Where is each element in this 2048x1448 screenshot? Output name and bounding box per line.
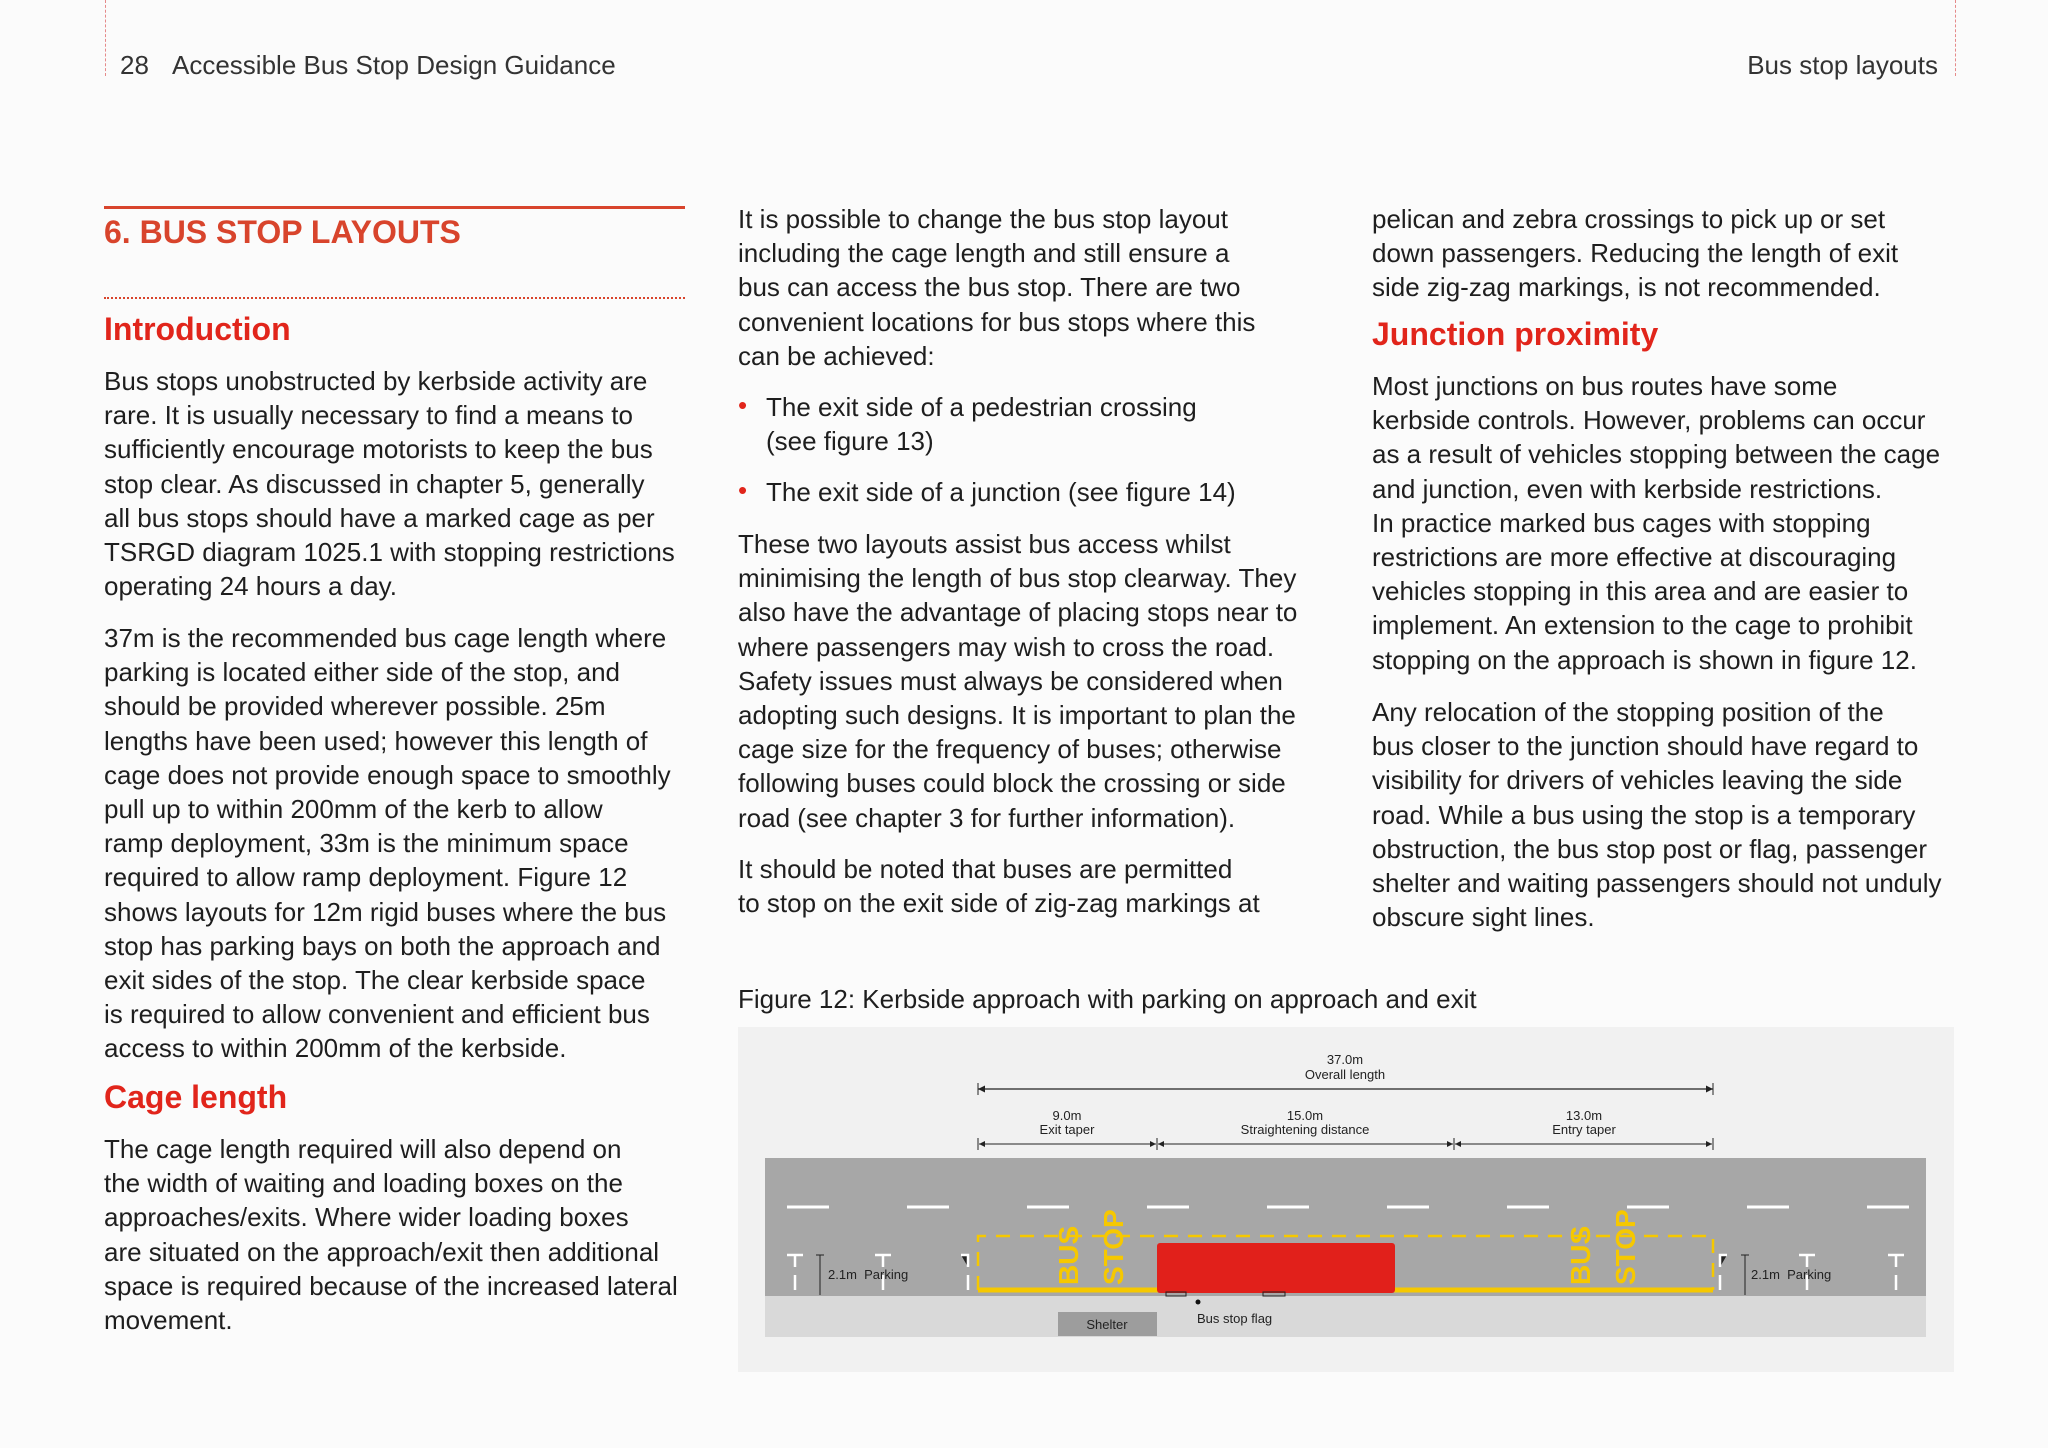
bus-stop-flag-icon [1196,1300,1201,1305]
paragraph: 37m is the recommended bus cage length where parking is located either side of the stop, and should be provided wherever possible. 25m lengths have been used; however this length of cage does not provide enough space to smoothly pull up to within 200mm of the kerb to allow ramp deployment, 33m is the minimum space required to allow ramp deployment. Figure 12 shows layouts for 12m rigid buses where the bus stop has parking bays on both the approach and exit sides of the stop. The clear kerbside space is required to allow convenient and efficient bus access to within 200mm of the kerbside. [104,623,671,1064]
pavement [765,1296,1926,1337]
bus-marking-text: BUS [1565,1225,1596,1285]
bus-marking-text: BUS [1053,1225,1084,1285]
figure-caption: Figure 12: Kerbside approach with parking on approach and exit [738,984,1477,1014]
page-number: 28 [120,50,149,80]
dotted-divider [104,297,685,299]
stop-marking-text: STOP [1098,1209,1129,1285]
paragraph: It should be noted that buses are permitted to stop on the exit side of zig-zag markings at [738,854,1260,919]
paragraph: Most junctions on bus routes have some kerbside controls. However, problems can occur as a result of vehicles stopping between the cage and junction, even with kerbside restrictions. In practice marked bus cages with stopping restrictions are more effective at discouraging vehicles stopping in this area and are easier to implement. An extension to the cage to prohibit stopping on the approach is shown in figure 12. [1372,371,1941,675]
bullet-dot: • [738,475,748,505]
paragraph: pelican and zebra crossings to pick up or set down passengers. Reducing the length of exit side zig-zag markings, is not recommended. [1372,204,1899,303]
entry-taper-label: Entry taper [1552,1122,1616,1137]
parking-label-right: 2.1m Parking [1751,1267,1832,1282]
bus [1157,1243,1395,1293]
overall-length-value: 37.0m [1326,1052,1364,1067]
exit-taper-label: Exit taper [1039,1122,1095,1137]
stop-marking-text: STOP [1610,1209,1641,1285]
page-edge-right [1955,0,1956,76]
bus-stop-layout-figure [738,1027,1954,1372]
paragraph: The cage length required will also depend on the width of waiting and loading boxes on the approaches/exits. Where wider loading boxes are situated on the approach/exit then additional space is required because of the increased lateral movement. [104,1134,678,1336]
dimension-sections [978,1108,1713,1150]
heading-cage-length: Cage length [104,1079,288,1115]
straightening-value: 15.0m [1286,1108,1324,1123]
section-name: Bus stop layouts [1747,50,1938,80]
document-title: Accessible Bus Stop Design Guidance [172,50,616,80]
paragraph: It is possible to change the bus stop layout including the cage length and still ensure a bus can access the bus stop. There are two convenient locations for bus stops where this can be achieved: [738,204,1256,371]
straightening-label: Straightening distance [1240,1122,1370,1137]
paragraph: Bus stops unobstructed by kerbside activity are rare. It is usually necessary to find a means to sufficiently encourage motorists to keep the bus stop clear. As discussed in chapter 5, generally all bus stops should have a marked cage as per TSRGD diagram 1025.1 with stopping restrictions operating 24 hours a day. [104,366,675,602]
dimension-overall [978,1052,1713,1095]
exit-taper-value: 9.0m [1052,1108,1082,1123]
page-edge-left [105,0,106,76]
heading-junction-proximity: Junction proximity [1372,316,1659,352]
bullet-dot: • [738,390,748,420]
entry-taper-value: 13.0m [1565,1108,1603,1123]
paragraph: These two layouts assist bus access whilst minimising the length of bus stop clearway. They also have the advantage of placing stops near to where passengers may wish to cross the road. Safety issues must always be considered when adopting such designs. It is important to plan the cage size for the frequency of buses; otherwise following buses could block the crossing or side road (see chapter 3 for further information). [738,529,1298,833]
section-title: 6. BUS STOP LAYOUTS [104,214,461,250]
bus-stop-flag-label: Bus stop flag [1197,1311,1273,1326]
section-rule [104,206,685,209]
bullet-item: The exit side of a junction (see figure 14) [766,477,1236,507]
overall-length-label: Overall length [1304,1067,1386,1082]
heading-introduction: Introduction [104,311,291,347]
parking-label-left: 2.1m Parking [828,1267,909,1282]
paragraph: Any relocation of the stopping position of the bus closer to the junction should have regard to visibility for drivers of vehicles leaving the side road. While a bus using the stop is a temporary obstruction, the bus stop post or flag, passenger shelter and waiting passengers should not unduly obscure sight lines. [1372,697,1942,933]
shelter-label: Shelter [1086,1317,1128,1332]
bullet-item: The exit side of a pedestrian crossing (see figure 13) [766,392,1197,457]
